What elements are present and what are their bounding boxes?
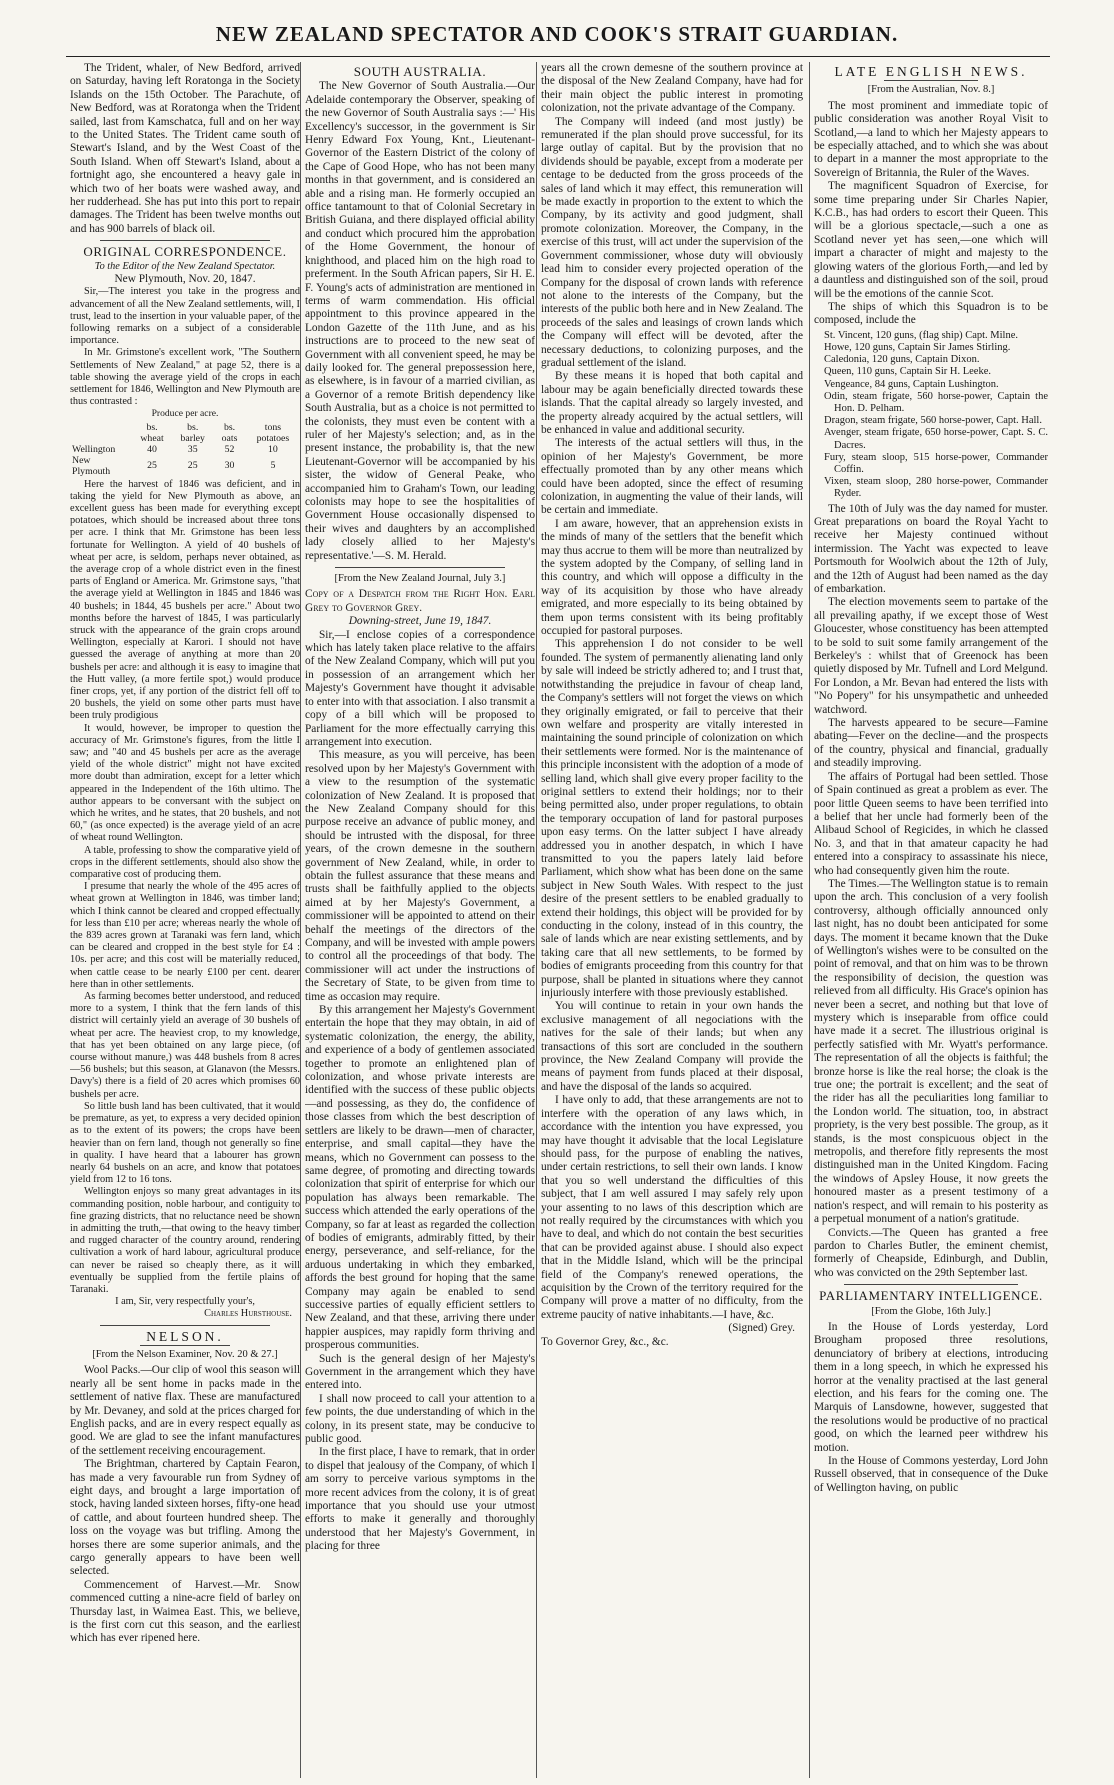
- list-item: Vixen, steam sloop, 280 horse-power, Commander Ryder.: [824, 476, 1048, 500]
- letter-signoff: I am, Sir, very respectfully your's,: [115, 1296, 255, 1308]
- source-line: [From the New Zealand Journal, July 3.]: [334, 573, 506, 585]
- heading-parliamentary-intelligence: PARLIAMENTARY INTELLIGENCE.: [819, 1288, 1043, 1304]
- article-paragraph: The magnificent Squadron of Exercise, for some time preparing under Sir Charles Napier, K.C.B., has had orders to escort their Queen. This will be a glorious spectacle,—such a one as Scotland never yet has seen,—one which will impart a character of might and majesty to the glowing waters of the glorious Forth,—and led by a dauntless and distinguished son of the soil, proud will be the emotions of the cannie Scot.: [814, 180, 1048, 300]
- article-paragraph: The most prominent and immediate topic of public consideration was another Royal Visit to Scotland,—a land to which her Majesty appears to be especially attached, and to which she was about to depart in a manner the most appropriate to the Sovereign of Britannia, the Ruler of the Waves.: [814, 99, 1048, 179]
- despatch-heading: Copy of a Despatch from the Right Hon. Earl Grey to Governor Grey.: [305, 588, 535, 614]
- article-paragraph: Such is the general design of her Majesty's Government in the arrangement which they have entered into.: [305, 1352, 535, 1392]
- article-paragraph: Wool Packs.—Our clip of wool this season will nearly all be sent home in packs made in the settlement of native flax. These are manufactured by Mr. Devaney, and sold at the prices charged for English packs, and are in every respect equally as good. We are glad to see the infant manufactures of the settlement receiving encouragement.: [70, 1364, 300, 1457]
- article-paragraph: I have only to add, that these arrangements are not to interfere with the operation of any laws which, in accordance with the intention you have expressed, you may have thought it advisable that the local Legislature should pass, for the purpose of enabling the natives, under certain restrictions, to sell their own lands. I know that you so well understand the difficulties of this subject, that I am well assured I may safely rely upon your assenting to no laws of this description which are not really required by the circumstances with which you have to deal, and which do not contain the best securities that can be provided against abuse. I should also expect that in the Middle Island, which will be the principal field of the Company's renewed operations, the acquisition by the Crown of the territory required for the Company will prove a matter of no difficulty, from the extreme paucity of native inhabitants.—I have, &c.: [541, 1094, 803, 1321]
- despatch-signed: (Signed) Grey.: [728, 1322, 795, 1335]
- column-2: [305, 62, 535, 1778]
- column-3: [541, 62, 803, 1778]
- despatch-addressee: To Governor Grey, &c., &c.: [541, 1335, 669, 1348]
- article-paragraph: Sir,—I enclose copies of a correspondence which has lately taken place relative to the affairs of the New Zealand Company, which will put you in possession of an arrangement which her Majesty's Government have thought it advisable to enter into with that association. I also transmit a copy of a bill which will be proposed to Parliament for the more effectually carrying this arrangement into execution.: [305, 628, 535, 748]
- article-paragraph: In the first place, I have to remark, that in order to dispel that jealousy of the Company, of which I am sorry to perceive various symptoms in the more recent advices from the colony, it is of great importance that you should use your utmost efforts to make it generally and thoroughly understood that her Majesty's Government, in placing for three: [305, 1446, 535, 1553]
- list-item: Queen, 110 guns, Captain Sir H. Leeke.: [824, 366, 991, 378]
- list-item: Caledonia, 120 guns, Captain Dixon.: [824, 354, 980, 366]
- list-item: Dragon, steam frigate, 560 horse-power, Capt. Hall.: [824, 415, 1042, 427]
- letter-paragraph: It would, however, be improper to question the accuracy of Mr. Grimstone's figures, from the little I saw; and "40 and 45 bushels per acre as the average yield of the whole district" might not have excited more doubt than admiration, except for a letter which appeared in the Independent of the 16th ultimo. The author appears to be conversant with the subject on which he writes, and he states, that 20 bushels, and not 60," (as once expected) is the average yield of an acre of wheat round Wellington.: [70, 722, 300, 844]
- article-paragraph: By these means it is hoped that both capital and labour may be again beneficially directed towards these islands. That the capital already so largely invested, and the property already acquired by the actual settlers, will be enhanced in value and additional security.: [541, 370, 803, 436]
- list-item: Vengeance, 84 guns, Captain Lushington.: [824, 378, 999, 390]
- article-paragraph: I shall now proceed to call your attention to a few points, the due understanding of which in the colony, in its present state, may be conducive to public good.: [305, 1392, 535, 1446]
- heading-nelson: NELSON.: [146, 1328, 224, 1344]
- column-separator: [809, 62, 810, 1778]
- column-4: [814, 62, 1048, 1778]
- article-paragraph: The ships of which this Squadron is to be composed, include the: [814, 300, 1048, 327]
- list-item: Avenger, steam frigate, 650 horse-power, Capt. S. C. Dacres.: [824, 427, 1048, 451]
- letter-paragraph: So little bush land has been cultivated, that it would be premature, as yet, to express a very decided opinion as to the extent of its powers; the crops have been heavier than on fern land, though not generally so fine in quality. I have heard that a labourer has grown nearly 64 bushels on an acre, and know that potatoes yield from 12 to 16 tons.: [70, 1100, 300, 1186]
- article-paragraph: The Times.—The Wellington statue is to remain upon the arch. This conclusion of a very foolish controversy, although officially announced only last night, has no doubt been anticipated for some days. The moment it became known that the Duke of Wellington's wishes were to be consulted on the point of removal, and that on him was to be thrown the responsibility of decision, the question was relieved from all difficulty. His Grace's opinion has never been a secret, and nothing but that love of mystery which is inseparable from office could have made it a secret. The illustrious original is perfectly satisfied with Mr. Wyatt's performance. The representation of all the objects is faithful; the bronze horse is like the real horse; the cloak is the true one; the portrait is excellent; and the seat of the rider has all the peculiarities long familiar to the London world. The situation, too, in abstract propriety, is the very best possible. The group, as it stands, is the most conspicuous object in the metropolis, and therefore fitly represents the most distinguished man in the United Kingdom. Facing the windows of Apsley House, it now greets the honoured master as a present testimony of a nation's respect, and will remain to his posterity as a perpetual monument of a nation's gratitude.: [814, 877, 1048, 1226]
- article-paragraph: The affairs of Portugal had been settled. Those of Spain continued as great a problem as ever. The poor little Queen seems to have been terrified into a belief that her uncle had formerly been of the Alibaud School of Regicides, in which he classed No. 3, and that in that amateur capacity he had entered into a conspiracy to assassinate his niece, who had consequently given him the route.: [814, 770, 1048, 877]
- section-divider: [100, 1325, 270, 1326]
- masthead-rule: [66, 56, 1050, 57]
- heading-original-correspondence: ORIGINAL CORRESPONDENCE.: [83, 244, 287, 260]
- list-item: Odin, steam frigate, 560 horse-power, Captain the Hon. D. Pelham.: [824, 390, 1048, 414]
- dateline: New Plymouth, Nov. 20, 1847.: [114, 272, 256, 285]
- column-separator: [300, 62, 301, 1778]
- section-divider: [335, 567, 505, 568]
- heading-late-english-news: LATE ENGLISH NEWS.: [834, 64, 1028, 79]
- to-editor-line: To the Editor of the New Zealand Spectator.: [94, 260, 276, 272]
- letter-paragraph: I presume that nearly the whole of the 495 acres of wheat grown at Wellington in 1846, was timber land; which I think cannot be cleared and cropped effectually for less than £10 per acre; whereas nearly the whole of the 839 acres grown at Taranaki was fern land, which can be cleared and cropped in the best style for £4 : 10s. per acre; and this cost will be materially reduced, when cattle cease to be nearly £100 per cent. dearer here than in other settlements.: [70, 881, 300, 990]
- list-item: Fury, steam sloop, 515 horse-power, Commander Coffin.: [824, 451, 1048, 475]
- article-paragraph: The 10th of July was the day named for muster. Great preparations on board the Royal Yacht to receive her Majesty continued without intermission. The Yacht was expected to leave Portsmouth for Woolwich about the 12th of July, and the 12th of August had been named as the day of embarkation.: [814, 502, 1048, 595]
- table-caption: Produce per acre.: [151, 408, 219, 420]
- section-divider: [884, 80, 978, 81]
- source-line: [From the Australian, Nov. 8.]: [867, 84, 995, 96]
- article-paragraph: The interests of the actual settlers will thus, in the opinion of her Majesty's Government, be more effectually promoted than by any other means which could have been adopted, since the effect of resuming colonization, in augmenting the value of their lands, will be certain and immediate.: [541, 437, 803, 517]
- article-paragraph: Convicts.—The Queen has granted a free pardon to Charles Butler, the eminent chemist, formerly of Cheapside, Edinburgh, and Dublin, who was convicted on the 29th September last.: [814, 1226, 1048, 1279]
- letter-paragraph: As farming becomes better understood, and reduced more to a system, I think that the fern lands of this district will certainly yield an average of 30 bushels of wheat per acre. The heaviest crop, to my knowledge, that has yet been obtained on any large piece, (of course without manure,) was 448 bushels from 8 acres—56 bushels; but this season, at Glanavon (the Messrs. Davy's) there is a field of 20 acres which promises 60 bushels per acre.: [70, 991, 300, 1100]
- table-row: New Plymouth 25 25 30 5: [72, 454, 276, 477]
- article-paragraph: You will continue to retain in your own hands the exclusive management of all negociations with the natives for the sale of their lands; but when any transactions of this sort are concluded in the southern province, the New Zealand Company will provide the means of payment from funds placed at their disposal, and have the disposal of the lands so acquired.: [541, 1000, 803, 1093]
- despatch-date: Downing-street, June 19, 1847.: [348, 615, 492, 628]
- article-paragraph: Commencement of Harvest.—Mr. Snow commenced cutting a nine-acre field of barley on Thursday last, in Waimea East. This, we believe, is the first corn cut this season, and the earliest which has ever ripened here.: [70, 1578, 300, 1645]
- table-header-row: bs. wheat bs. barley bs. oats tons potatoes: [140, 421, 290, 444]
- table-row: Wellington 40 35 52 10: [72, 443, 278, 455]
- letter-signature: Charles Hursthouse.: [204, 1308, 292, 1320]
- letter-paragraph: A table, professing to show the comparative yield of crops in the different settlements, should also show the comparative cost of producing them.: [70, 844, 300, 881]
- article-paragraph: The Company will indeed (and most justly) be remunerated if the plan should prove successful, for its large outlay of capital. But by the provision that no dividends should be payable, except from a moderate per centage to be deducted from the gross proceeds of the sales of land which it may effect, this remuneration will be made exactly in proportion to the extent to which the Company, by its activity and good judgment, shall promote colonization. Moreover, the Company, in the exercise of this trust, will act under the supervision of the Government commissioner, whose duty will obviously lead him to consider every projected operation of the Company for the disposal of crown lands with reference not alone to the interests of the Company, but the interests of the public both here and in New Zealand. The proceeds of the sales and leasings of crown lands which the Company will effect will be devoted, after the necessary deductions, to colonizing purposes, and the gradual settlement of the island.: [541, 115, 803, 369]
- produce-table: [70, 422, 300, 477]
- article-paragraph: The election movements seem to partake of the all prevailing apathy, if we except those of West Gloucester, whose constituency has been attempted to be sold to suit some family arrangement of the Berkeley's : whilst that of Greenock has been quietly disposed by Mr. Tufnell and Lord Melgund. For London, a Mr. Bevan had entered the lists with "No Popery" for his unsympathetic and unheeded watchword.: [814, 596, 1048, 716]
- list-item: Howe, 120 guns, Captain Sir James Stirling.: [824, 341, 1011, 353]
- article-paragraph: years all the crown demesne of the southern province at the disposal of the New Zealand Company, have had for their main object the public interest in promoting colonization, not the private advantage of the Company.: [541, 62, 803, 115]
- article-paragraph: The Brightman, chartered by Captain Fearon, has made a very favourable run from Sydney of eight days, and brought a large importation of stock, having landed sixteen horses, fifty-one head of cattle, and about fourteen hundred sheep. The loss on the voyage was but trifling. Among the horses there are some superior animals, and the cargo generally appears to have been well selected.: [70, 1458, 300, 1578]
- heading-south-australia: SOUTH AUSTRALIA.: [353, 64, 487, 79]
- list-item: St. Vincent, 120 guns, (flag ship) Capt. Milne.: [824, 329, 1018, 341]
- section-divider: [844, 1284, 1018, 1285]
- section-divider: [140, 1345, 230, 1346]
- ship-list: [814, 330, 1048, 501]
- masthead: NEW ZEALAND SPECTATOR AND COOK'S STRAIT GUARDIAN.: [215, 22, 899, 46]
- article-paragraph: The New Governor of South Australia.—Our Adelaide contemporary the Observer, speaking of the new Governor of South Australia says :—' His Excellency's successor, in the government is Sir Henry Edward Fox Young, Knt., Lieutenant-Governor of the Eastern District of the colony of the Cape of Good Hope, who has not been many months in that government, and is considered an able and a rising man. He formerly occupied an office tantamount to that of Colonial Secretary in British Guiana, and there displayed official ability and conduct which procured him the approbation of the Home Government, the honour of knighthood, and placed him on the high road to preferment. In the South African papers, Sir H. E. F. Young's acts of administration are mentioned in terms of warm commendation. His official appointment to this province appeared in the London Gazette of the 11th June, and as his instructions are to proceed to the new seat of Government with all convenient speed, he may be daily looked for. The general prepossession here, as elsewhere, is in favour of a married civilian, as a Governor of a remote British dependency like South Australia, but as a choice is not permitted to the colonists, they must even be content with a ruler of her Majesty's selection; and, as in the present instance, the probability is, that the new Lieutenant-Governor will be accompanied by his sister, the widow of General Peake, who accompanied him to Graham's Town, our leading colonists may hope to see the hospitalities of Government House occasionally dispensed to their wives and daughters by an accomplished lady closely allied to her Majesty's representative.'—S. M. Herald.: [305, 80, 535, 562]
- section-divider: [100, 240, 270, 241]
- article-paragraph: This apprehension I do not consider to be well founded. The system of permanently alienating land only by sale will indeed be strictly adhered to; and I trust that, notwithstanding the prejudice in favour of cheap land, the Company's settlers will not forget the views on which they originally emigrated, or fail to perceive that their own welfare and prosperity are vitally interested in maintaining the sound principle of colonization on which their settlements were formed. Nor is the maintenance of this principle inconsistent with the adoption of a mode of selling land, which shall give every proper facility to the original settlers to extend their holdings; nor to their being permitted also, under proper regulations, to obtain the temporary occupation of land for pastoral purposes upon easy terms. On the latter subject I have already addressed you in another despatch, in which I have transmitted to you the papers lately laid before Parliament, which show what has been done on the same subject in New South Wales. With respect to the just desire of the present settlers to be enabled gradually to extend their holdings, this object will be provided for by conducting in the colony, instead of in this country, the sale of lands which are near existing settlements, and by taking care that all new settlements, to be formed by bodies of emigrants proceeding from this country for that purpose, shall be planted in situations where they cannot injuriously interfere with those previously established.: [541, 638, 803, 1000]
- letter-paragraph: Wellington enjoys so many great advantages in its commanding position, noble harbour, and contiguity to fine grazing districts, that no reluctance need be shown in admitting the truth,—that owing to the heavy timber and rugged character of the country around, rendering cultivation a work of hard labour, agricultural produce can never be raised so cheaply there, as it will eventually be supplied from the fertile plains of Taranaki.: [70, 1186, 300, 1295]
- letter-paragraph: Sir,—The interest you take in the progress and advancement of all the New Zealand settlements, will, I trust, lead to the insertion in your valuable paper, of the following remarks on a subject of a considerable importance.: [70, 286, 300, 347]
- article-paragraph: I am aware, however, that an apprehension exists in the minds of many of the settlers that the benefit which may thus accrue to them will be more than neutralized by the system adopted by the Company, of selling land in this country, and which will oppose a difficulty in the way of its acquisition by those who have already emigrated, and more especially to its being obtained by them upon terms consistent with its being profitably occupied for pastoral purposes.: [541, 517, 803, 638]
- letter-paragraph: Here the harvest of 1846 was deficient, and in taking the yield for New Plymouth as above, an excellent guess has been made for everything except potatoes, which should be increased about three tons per acre. I think that Mr. Grimstone has been less fortunate for Wellington. A yield of 40 bushels of wheat per acre, is seldom, perhaps never obtained, as the average crop of a whole district even in the finest parts of England or America. Mr. Grimstone says, "that the average yield at Wellington in 1845 and 1846 was 40 bushels; in 1844, 45 bushels per acre." About two months before the harvest of 1845, I was particularly struck with the appearance of the grain crops around Wellington, especially at Karori. I should not have guessed the average of anything at more than 20 bushels per acre: and although it is easy to imagine that the Hutt valley, (a more fertile spot,) would produce finer crops, yet, if any portion of the district fell off to 20 bushels, the yield on some other parts must have been truly prodigious: [70, 478, 300, 722]
- source-line: [From the Nelson Examiner, Nov. 20 & 27.]: [92, 1348, 278, 1360]
- article-paragraph: This measure, as you will perceive, has been resolved upon by her Majesty's Government with a view to the resumption of the systematic colonization of New Zealand. It is proposed that the New Zealand Company should for this purpose receive an advance of public money, and should be intrusted with the disposal, for three years, of the crown demesne in the southern government of New Zealand, while, in order to obtain the fullest assurance that these means and trusts shall be faithfully applied to the objects aimed at by her Majesty's Government, a commissioner will be appointed to attend on their behalf the meetings of the directors of the Company, and will be invested with ample powers to control all the proceedings of that body. The commissioner will act under the instructions of the Secretary of State, to be given from time to time as occasion may require.: [305, 749, 535, 1003]
- column-separator: [536, 62, 537, 1778]
- article-paragraph: By this arrangement her Majesty's Government entertain the hope that they may obtain, in aid of systematic colonization, the energy, the ability, and experience of a body of gentlemen associated together to promote an enlightened plan of colonization, and whose private interests are identified with the success of these public objects—and possessing, as they do, the confidence of those classes from which the best description of settlers are likely to be drawn—men of character, enterprise, and small capital—they have the means, which no Government can possess to the same degree, of promoting and directing towards colonization that spirit of enterprise for which our population has always been remarkable. The success which attended the early operations of the Company, so far at least as regarded the collection of bodies of emigrants, admirably fitted, by their energy, perseverance, and self-reliance, for the arduous undertaking in which they embarked, affords the best ground for hoping that the same Company may again be enabled to send successive parties of equally efficient settlers to New Zealand, and that these, arriving there under happier auspices, may rapidly form thriving and prosperous communities.: [305, 1004, 535, 1352]
- article-paragraph: The harvests appeared to be secure—Famine abating—Fever on the decline—and the prospects of the country, physical and financial, gradually and steadily improving.: [814, 717, 1048, 770]
- source-line: [From the Globe, 16th July.]: [871, 1305, 991, 1317]
- article-paragraph: In the House of Lords yesterday, Lord Brougham proposed three resolutions, denunciatory of bribery at elections, introducing them in a long speech, in which he expressed his horror at the venality practised at the last general election, and his fears for the coming one. The Marquis of Lansdowne, however, suggested that the resolutions would be productive of no practical good, on which the learned peer withdrew his motion.: [814, 1320, 1048, 1454]
- article-trident: The Trident, whaler, of New Bedford, arrived on Saturday, having left Roratonga in the Society Islands on the 15th October. The Parachute, of New Bedford, was at Roratonga when the Trident sailed, last from Kamschatca, full and on her way to the United States. The Trident came south of Stewart's Island, and by the West Coast of the South Island. When off Stewart's Island, about a fortnight ago, she encountered a heavy gale in which two of her boats were washed away, and her rudderhead. She has put into this port to repair damages. The Trident has been twelve months out and has 900 barrels of black oil.: [70, 62, 300, 235]
- letter-paragraph: In Mr. Grimstone's excellent work, "The Southern Settlements of New Zealand," at page 52, there is a table showing the average yield of the crops in each settlement for 1846, Wellington and New Plymouth are thus contrasted :: [70, 347, 300, 408]
- article-paragraph: In the House of Commons yesterday, Lord John Russell observed, that in consequence of the Duke of Wellington having, on public: [814, 1455, 1048, 1494]
- column-1: [70, 62, 300, 1778]
